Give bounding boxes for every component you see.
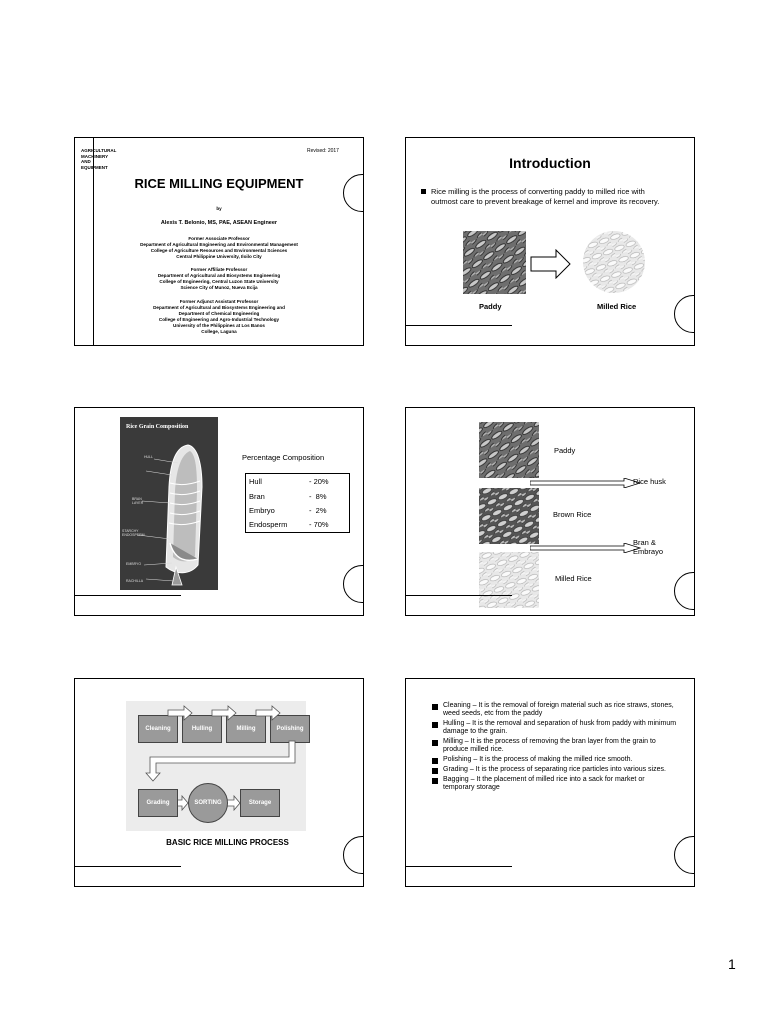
slide-process-definitions xyxy=(405,678,695,887)
definition-item: Cleaning – It is the removal of foreign material such as rice straws, stones, weed seeds, etc from the paddy xyxy=(443,702,677,718)
affiliation-block-3: Former Adjunct Assistant Professor Department of Agricultural and Biosystems Engineering and Department of Chemical Engineering College of Engineering and Agro-Industrial Technology University of the Philippines at Los Banos College, Laguna xyxy=(153,299,285,334)
by-label: by xyxy=(216,206,222,211)
row-name: Embryo xyxy=(249,506,275,515)
row-name: Hull xyxy=(249,477,262,486)
grain-diagram xyxy=(120,417,218,590)
diagram-label: STARCHY ENDOSPERM xyxy=(122,529,145,537)
right-arrow-icon xyxy=(530,249,572,279)
row-name: Endosperm xyxy=(249,520,288,529)
underline-rule xyxy=(406,325,512,326)
slide-title xyxy=(74,137,364,346)
diagram-label: EMBRYO xyxy=(126,562,142,566)
process-caption: BASIC RICE MILLING PROCESS xyxy=(166,838,289,847)
underline-rule xyxy=(406,866,512,867)
definition-item: Hulling – It is the removal and separation of husk from paddy with minimum damage to the grain. xyxy=(443,720,677,736)
author-name: Alexis T. Belonio, MS, PAE, ASEAN Engineer xyxy=(160,220,278,226)
slide-milling-products xyxy=(405,407,695,616)
slide-grain-composition xyxy=(74,407,364,616)
step-storage: Storage xyxy=(240,789,280,817)
row-value: - 8% xyxy=(309,492,327,501)
paddy-label: Paddy xyxy=(554,446,576,455)
slide-title-heading: RICE MILLING EQUIPMENT xyxy=(134,176,304,191)
rice-husk-label: Rice husk xyxy=(633,477,666,486)
milled-rice-photo xyxy=(581,230,647,294)
underline-rule xyxy=(406,595,512,596)
step-sorting: SORTING xyxy=(188,783,228,823)
definition-list xyxy=(443,702,677,794)
definition-item: Polishing – It is the process of making the milled rice smooth. xyxy=(443,756,677,764)
arrow-icon xyxy=(530,543,642,553)
page-number: 1 xyxy=(728,956,736,972)
diagram-label: RACHILLA xyxy=(126,579,144,583)
underline-rule xyxy=(75,866,181,867)
intro-title: Introduction xyxy=(509,155,591,171)
composition-table xyxy=(245,473,350,533)
step-grading: Grading xyxy=(138,789,178,817)
slide-introduction xyxy=(405,137,695,346)
step-milling: Milling xyxy=(226,715,266,743)
bran-embryo-label: Bran & Embrayo xyxy=(633,538,664,556)
paddy-photo xyxy=(463,231,526,294)
milled-rice-label: Milled Rice xyxy=(597,302,637,311)
milled-rice-photo xyxy=(479,552,539,608)
definition-item: Milling – It is the process of removing the bran layer from the grain to produce milled rice. xyxy=(443,738,677,754)
diagram-label: HULL xyxy=(144,455,153,459)
affiliation-block-2: Former Affiliate Professor Department of Agricultural and Biosystems Engineering College of Engineering, Central Luzon State University Science City of Munoz, Nueva Ecija xyxy=(157,267,281,290)
slide-notch xyxy=(343,565,364,603)
slide-notch xyxy=(674,572,695,610)
definition-item: Grading – It is the process of separating rice particles into various sizes. xyxy=(443,766,677,774)
row-name: Bran xyxy=(249,492,265,501)
diagram-title: Rice Grain Composition xyxy=(126,424,189,430)
brown-rice-photo xyxy=(479,488,539,544)
slide-notch xyxy=(674,295,695,333)
paddy-photo xyxy=(479,422,539,478)
step-hulling: Hulling xyxy=(182,715,222,743)
slide-basic-process xyxy=(74,678,364,887)
intro-bullet: Rice milling is the process of converting paddy to milled rice with outmost care to prevent breakage of kernel and improve its recovery. xyxy=(431,187,663,207)
diagram-label: BRAN LAYER xyxy=(132,497,144,505)
org-label: AGRICULTURAL MACHINERY AND EQUIPMENT xyxy=(81,148,117,170)
step-cleaning: Cleaning xyxy=(138,715,178,743)
slide-notch xyxy=(674,836,695,874)
revised-label: Revised: 2017 xyxy=(307,148,339,154)
step-polishing: Polishing xyxy=(270,715,310,743)
arrow-icon xyxy=(530,478,642,488)
brown-rice-label: Brown Rice xyxy=(553,510,592,519)
row-value: - 70% xyxy=(309,520,329,529)
definition-item: Bagging – It the placement of milled rice into a sack for market or temporary storage xyxy=(443,776,677,792)
row-value: - 2% xyxy=(309,506,327,515)
paddy-label: Paddy xyxy=(479,302,502,311)
row-value: - 20% xyxy=(309,477,329,486)
underline-rule xyxy=(75,595,181,596)
milled-rice-label: Milled Rice xyxy=(555,574,592,583)
affiliation-block-1: Former Associate Professor Department of Agricultural Engineering and Environmental Management College of Agriculture Resources and Environmental Sciences Central Philippine University, Iloilo City xyxy=(140,236,298,259)
composition-heading: Percentage Composition xyxy=(242,453,325,462)
process-diagram xyxy=(126,701,306,831)
